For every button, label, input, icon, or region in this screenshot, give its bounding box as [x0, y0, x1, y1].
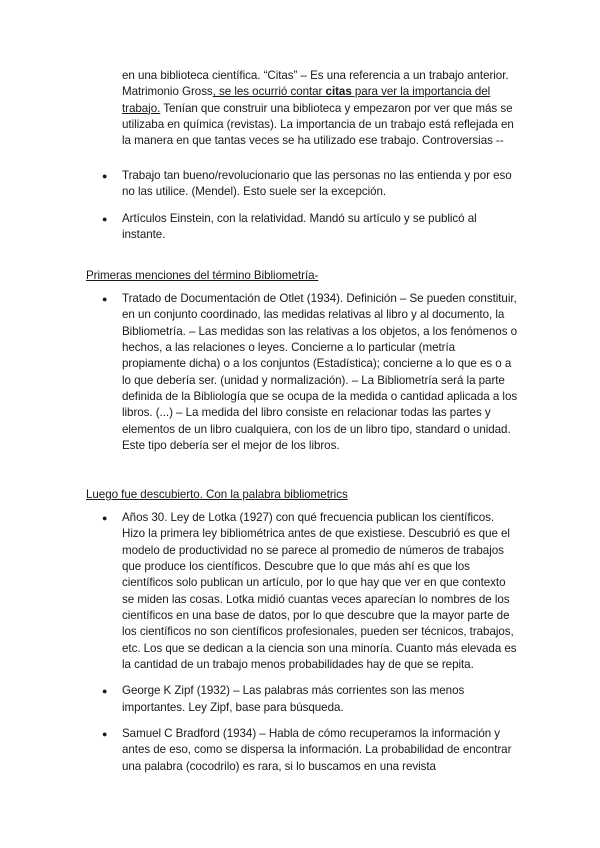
list-item: ● Años 30. Ley de Lotka (1927) con qué frecuencia publican los científicos. Hizo la primera ley bibliométrica antes de que existiese. Descubrió es que el modelo de productividad no se parece al promedio de números de trabajos que produce los científicos. Descubre que lo que más ahí es que los científicos solo publican un artículo, por lo que hay que ver en que contexto se miden las cosas. Lotka midió cuantas veces aparecían lo nombres de los científicos en una base de datos, por lo que descubre que la mayor parte de los científicos no son científicos profesionales, pueden ser técnicos, trabajos, etc. Los que se dedican a la ciencia son una minoría. Cuanto más elevada es la cantidad de un trabajo menos probabilidades hay de que se repita. — [102, 511, 517, 672]
section-heading-primeras-menciones: Primeras menciones del término Bibliometría- — [86, 269, 319, 282]
list-item: ● George K Zipf (1932) – Las palabras más corrientes son las menos importantes. Ley Zipf, base para búsqueda. — [102, 684, 465, 714]
bullet-icon: ● — [102, 513, 108, 523]
list-item: ● Samuel C Bradford (1934) – Habla de cómo recuperamos la información y antes de eso, como se dispersa la información. La probabilidad de encontrar una palabra (cocodrilo) es rara, si lo buscamos en una revista — [102, 727, 512, 773]
section-heading-bibliometrics: Luego fue descubierto. Con la palabra bibliometrics — [86, 488, 348, 501]
bullet-icon: ● — [102, 294, 108, 304]
bullet-icon: ● — [102, 171, 108, 181]
intro-paragraph — [122, 68, 518, 150]
bullet-icon: ● — [102, 729, 108, 740]
bullet-list-top — [100, 168, 518, 253]
bullet-list-section2 — [100, 510, 518, 785]
list-item: ● Artículos Einstein, con la relatividad. Mandó su artículo y se publicó al instante. — [102, 211, 477, 242]
list-item: ● Trabajo tan bueno/revolucionario que las personas no las entienda y por eso no las utilice. (Mendel). Esto suele ser la excepción. — [102, 169, 512, 199]
bullet-icon: ● — [102, 213, 108, 224]
bullet-icon: ● — [102, 686, 108, 697]
intro-citas-bold: citas — [325, 85, 352, 99]
intro-underlined-b: para ver la importancia del trabajo. — [122, 85, 491, 115]
intro-text-start: en una biblioteca científica. “Citas” – Es una referencia a un trabajo anterior. Matrimonio Gross — [122, 69, 509, 99]
list-item: ● Tratado de Documentación de Otlet (1934). Definición – Se pueden constituir, en un conjunto coordinado, las medidas relativas al libro y al documento, la Bibliometría. – Las medidas son las relativas a los objetos, a los fenómenos o hechos, a las relaciones o leyes. Concierne a lo particular (metría propiamente dicha) o a los conjuntos (Estadística); concierne a lo que es o a lo que debería ser. (unidad y normalización). – La Bibliometría será la parte definida de la Bibliología que se ocupa de la medida o cantidad aplicada a los libros. (...) – La medida del libro consiste en relacionar todas las partes y elementos de un libro cualquiera, con los de un libro tipo, standard o unidad. Este tipo debería ser el mejor de los libros. — [102, 292, 518, 453]
intro-underlined-a: , se les ocurrió contar — [212, 85, 326, 99]
intro-text-end: Tenían que construir una biblioteca y empezaron por ver que más se utilizaba en química (revistas). La importancia de un trabajo está reflejada en la manera en que tantas veces se ha utilizado ese trabajo. Controversias -- — [122, 101, 514, 148]
bullet-list-section1 — [100, 291, 518, 464]
